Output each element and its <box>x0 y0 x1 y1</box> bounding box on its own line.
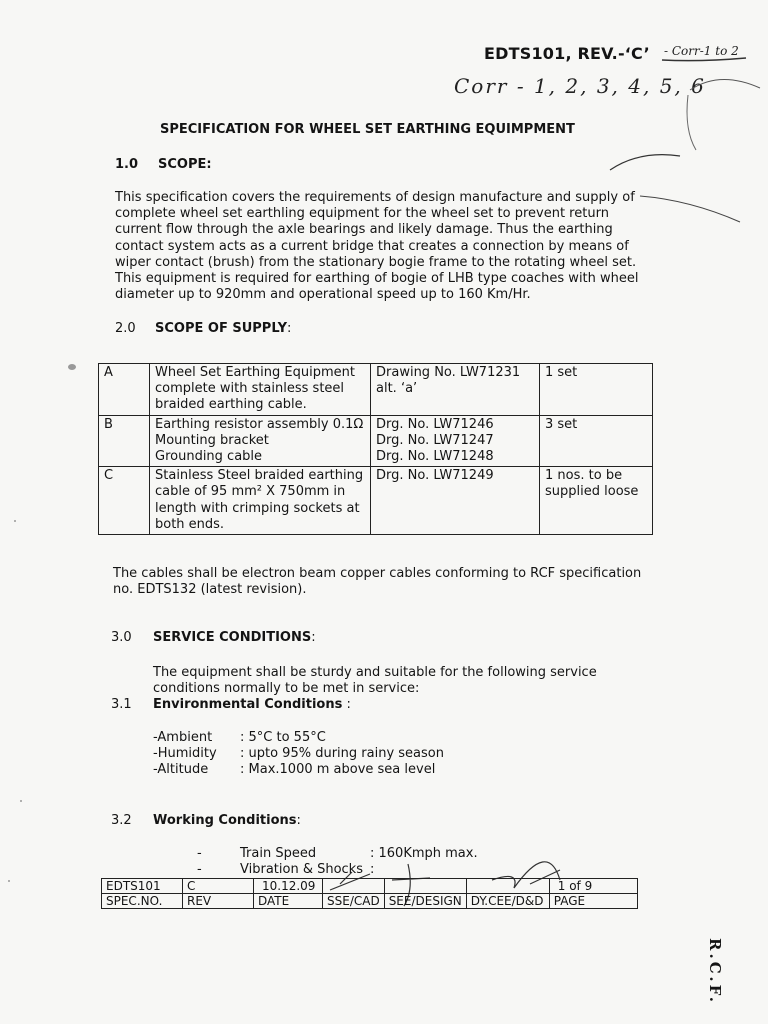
date-value: 10.12.09 <box>254 879 323 894</box>
scan-speck <box>8 880 10 882</box>
footer-labels-row <box>102 894 638 909</box>
cables-note <box>113 566 643 598</box>
desc-line: braided earthing cable. <box>155 397 307 413</box>
paragraph-line: complete wheel set earthling equipment for the wheel set to prevent return <box>115 206 609 222</box>
rcf-stamp: R.C.F. <box>706 938 724 1005</box>
section-heading-text: SCOPE OF SUPPLY <box>155 321 287 336</box>
condition-label: -Humidity <box>153 746 217 762</box>
condition-value: : Max.1000 m above sea level <box>240 762 436 778</box>
paragraph-line: wiper contact (brush) from the stationary bogie frame to the rotating wheel set. <box>115 254 637 270</box>
desc-line: Wheel Set Earthing Equipment <box>155 365 355 380</box>
desc-line: cable of 95 mm² X 750mm in <box>155 484 346 500</box>
scan-speck <box>14 520 16 522</box>
item-description <box>150 415 371 467</box>
subsection-heading-text: Environmental Conditions <box>153 697 343 712</box>
desc-line: Earthing resistor assembly 0.1Ω <box>155 416 364 432</box>
list-item <box>153 746 553 762</box>
paragraph-line: This specification covers the requirements of design manufacture and supply of <box>115 190 635 205</box>
paragraph-line: This equipment is required for earthing of bogie of LHB type coaches with wheel <box>115 271 639 287</box>
condition-label: -Altitude <box>153 762 209 778</box>
paragraph-line: no. EDTS132 (latest revision). <box>113 582 307 598</box>
environment-list <box>153 730 553 779</box>
heading-colon: : <box>296 813 301 828</box>
item-id: C <box>99 467 150 535</box>
section-number: 3.0 <box>111 630 132 645</box>
section-heading-scope: SCOPE: <box>158 157 212 172</box>
condition-label: -Ambient <box>153 730 213 745</box>
date-label: DATE <box>254 894 323 909</box>
rev-label: REV <box>183 894 254 909</box>
list-item <box>197 862 597 878</box>
paragraph-line: contact system acts as a current bridge that creates a connection by means of <box>115 238 629 254</box>
paragraph-line: conditions normally to be met in service: <box>153 681 420 697</box>
desc-line: length with crimping sockets at <box>155 500 360 516</box>
list-dash: - <box>197 846 202 861</box>
table-row <box>99 415 653 467</box>
handwritten-correction-list: Corr - 1, 2, 3, 4, 5, 6 <box>454 74 706 98</box>
qty-line: 1 set <box>545 365 578 380</box>
spec-no-label: SPEC.NO. <box>102 894 183 909</box>
condition-value: : 5°C to 55°C <box>240 730 326 745</box>
document-code: EDTS101, REV.-‘C’ <box>484 44 650 63</box>
signature-footer-table <box>101 878 638 909</box>
service-intro <box>153 665 635 697</box>
drawing-line: Drg. No. LW71246 <box>376 416 494 432</box>
page-value: 1 of 9 <box>549 879 637 894</box>
qty-line: 3 set <box>545 416 578 432</box>
list-item <box>153 762 553 778</box>
item-drawing <box>371 467 540 535</box>
item-drawing <box>371 415 540 467</box>
working-list <box>197 846 597 878</box>
section-heading-supply <box>155 321 291 336</box>
dy-cee-label: DY.CEE/D&D <box>466 894 549 909</box>
scope-of-supply-table <box>98 363 653 535</box>
footer-values-row <box>102 879 638 894</box>
paragraph-line: The equipment shall be sturdy and suitable for the following service <box>153 665 597 680</box>
item-description <box>150 467 371 535</box>
spec-no-value: EDTS101 <box>102 879 183 894</box>
item-quantity <box>540 415 653 467</box>
table-row <box>99 467 653 535</box>
dy-cee-value <box>466 879 549 894</box>
heading-colon: : <box>342 697 351 712</box>
item-id: A <box>99 364 150 416</box>
heading-colon: : <box>311 630 316 645</box>
paragraph-line: The cables shall be electron beam copper cables conforming to RCF specification <box>113 566 642 581</box>
item-quantity <box>540 364 653 416</box>
item-drawing <box>371 364 540 416</box>
item-id: B <box>99 415 150 467</box>
section-number: 2.0 <box>115 321 136 336</box>
paragraph-line: current flow through the axle bearings and likely damage. Thus the earthing <box>115 222 613 238</box>
see-design-label: SEE/DESIGN <box>384 894 466 909</box>
condition-label: Vibration & Shocks <box>240 862 363 878</box>
list-dash: - <box>197 862 202 878</box>
desc-line: complete with stainless steel <box>155 381 345 397</box>
drawing-line: Drg. No. LW71247 <box>376 432 494 448</box>
section-heading-service <box>153 630 316 645</box>
list-item <box>153 730 553 746</box>
page-label: PAGE <box>549 894 637 909</box>
scan-speck <box>20 800 22 802</box>
table-row <box>99 364 653 416</box>
desc-line: Mounting bracket <box>155 432 269 448</box>
scan-speck <box>68 364 76 370</box>
qty-line: supplied loose <box>545 484 639 500</box>
page-title: SPECIFICATION FOR WHEEL SET EARTHING EQUIMPMENT <box>160 122 575 137</box>
sse-cad-label: SSE/CAD <box>323 894 385 909</box>
list-item <box>197 846 597 862</box>
see-design-value <box>384 879 466 894</box>
handwritten-correction-note: - Corr-1 to 2 <box>664 44 739 58</box>
item-description <box>150 364 371 416</box>
subsection-heading-text: Working Conditions <box>153 813 297 828</box>
subsection-heading-working <box>153 813 301 828</box>
subsection-heading-environment <box>153 697 351 712</box>
subsection-number: 3.1 <box>111 697 132 712</box>
desc-line: Stainless Steel braided earthing <box>155 468 364 484</box>
drawing-line: Drg. No. LW71248 <box>376 449 494 465</box>
section-heading-text: SERVICE CONDITIONS <box>153 630 312 645</box>
condition-label: Train Speed <box>240 846 317 861</box>
qty-line: 1 nos. to be <box>545 468 623 484</box>
desc-line: Grounding cable <box>155 449 263 465</box>
drawing-line: Drg. No. LW71249 <box>376 468 494 484</box>
condition-value: : <box>370 862 375 878</box>
heading-colon: : <box>287 321 292 336</box>
item-quantity <box>540 467 653 535</box>
rev-value: C <box>183 879 254 894</box>
condition-value: : 160Kmph max. <box>370 846 478 861</box>
drawing-line: alt. ‘a’ <box>376 381 418 397</box>
drawing-line: Drawing No. LW71231 <box>376 365 521 380</box>
sse-cad-value <box>323 879 385 894</box>
section-number: 1.0 <box>115 157 139 172</box>
paragraph-line: diameter up to 920mm and operational speed up to 160 Km/Hr. <box>115 287 531 303</box>
desc-line: both ends. <box>155 516 225 532</box>
scope-paragraph <box>115 190 639 303</box>
subsection-number: 3.2 <box>111 813 132 828</box>
condition-value: : upto 95% during rainy season <box>240 746 444 762</box>
